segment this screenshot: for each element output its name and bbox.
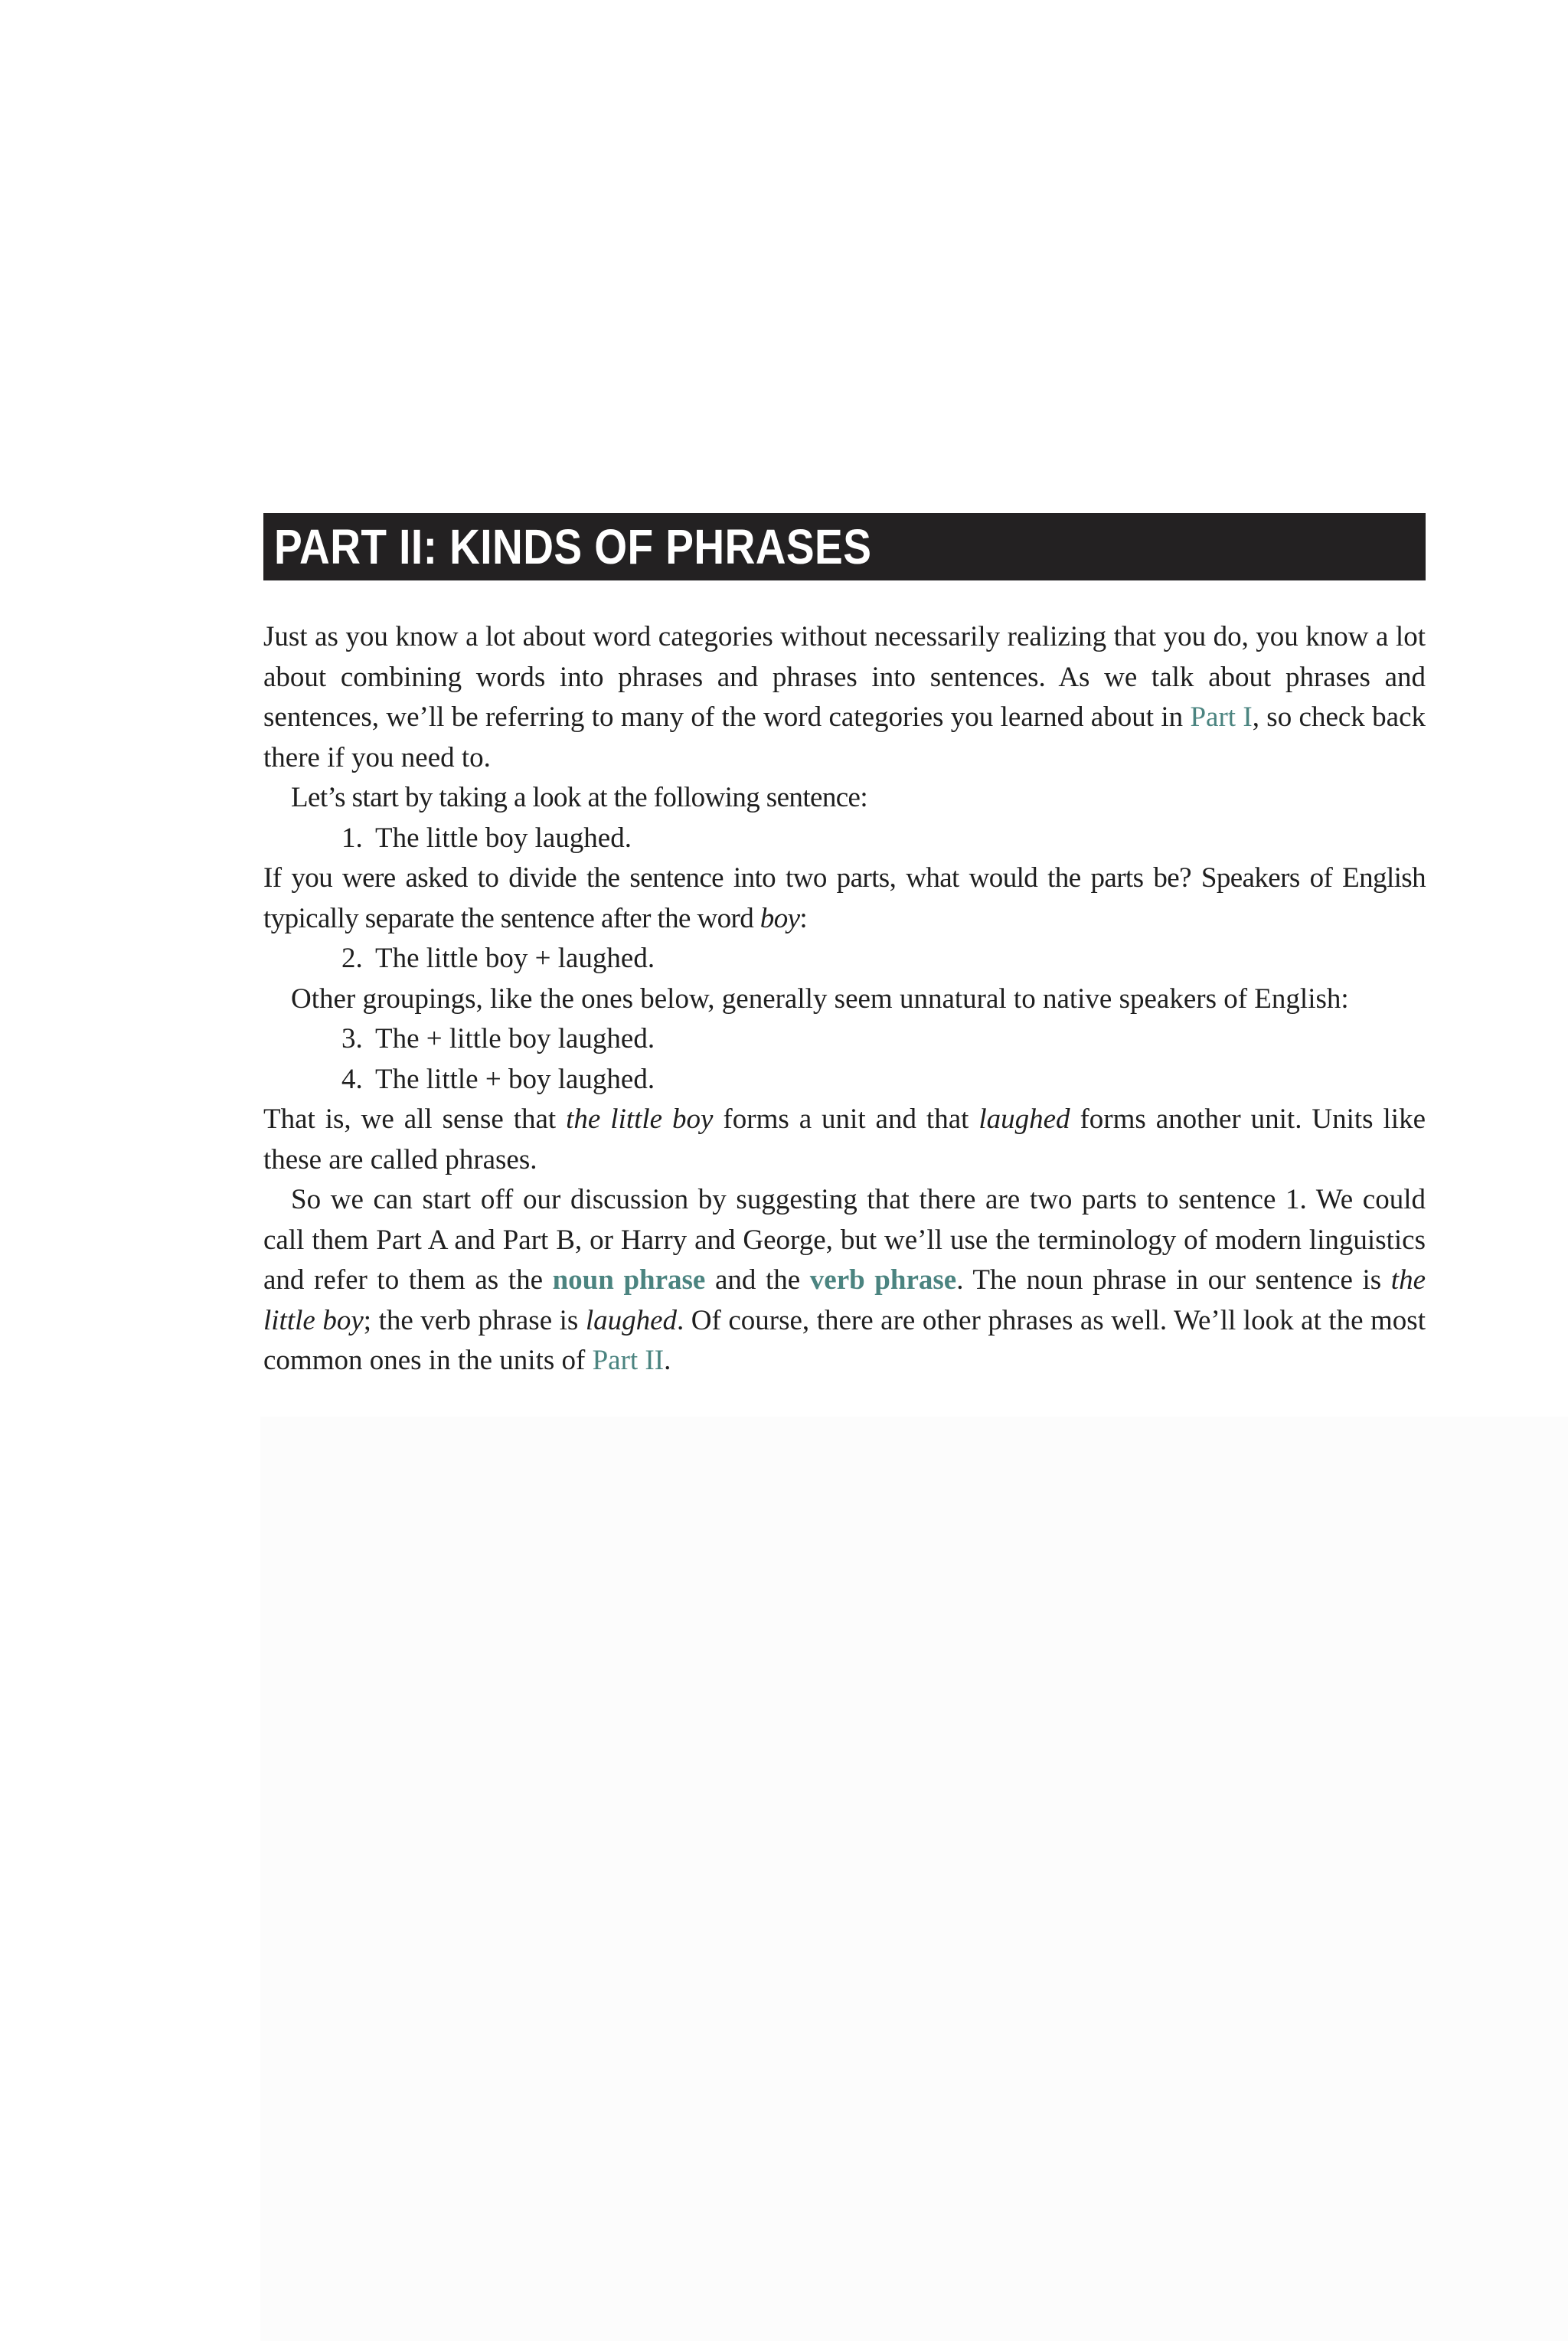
part-heading: PART II: KINDS OF PHRASES (274, 519, 872, 574)
example-number: 2. (341, 943, 363, 974)
example-3 (263, 1019, 1426, 1060)
link-part-i[interactable]: Part I (1190, 701, 1253, 733)
paragraph-other-groupings: Other groupings, like the ones below, generally seem unnatural to native speakers of English: (291, 983, 1349, 1015)
link-part-ii[interactable]: Part II (592, 1345, 665, 1376)
term-noun-phrase: noun phrase (552, 1264, 706, 1296)
example-number: 1. (341, 822, 363, 854)
example-2 (263, 939, 1426, 979)
example-text: The + little boy laughed. (375, 1023, 655, 1054)
body-text (263, 617, 1426, 1381)
example-text: The little boy + laughed. (375, 943, 655, 974)
page-content (263, 513, 1426, 1381)
paragraph-lets-start: Let’s start by taking a look at the following sentence: (291, 782, 868, 813)
paragraph-intro: Just as you know a lot about word categories without necessarily realizing that you do, you know a lot about combining words into phrases and phrases into sentences. As we talk about phrases and sentences, we’ll be referring to many of the word categories you learned about in Part I, so check back there if you need to. (263, 621, 1426, 773)
example-number: 4. (341, 1063, 363, 1095)
page-background-tint (260, 1417, 1568, 2341)
part-heading-bar (263, 513, 1426, 580)
paragraph-discussion: So we can start off our discussion by suggesting that there are two parts to sentence 1. We could call them Part A and Part B, or Harry and George, but we’ll use the terminology of modern linguistics and refer to them as the noun phrase and the verb phrase. The noun phrase in our sentence is the little boy; the verb phrase is laughed. Of course, there are other phrases as well. We’ll look at the most common ones in the units of Part II. (263, 1184, 1426, 1376)
paragraph-units: That is, we all sense that the little boy forms a unit and that laughed forms another unit. Units like these are called phrases. (263, 1103, 1426, 1175)
example-1 (263, 819, 1426, 859)
example-4 (263, 1060, 1426, 1100)
term-verb-phrase: verb phrase (809, 1264, 957, 1296)
example-number: 3. (341, 1023, 363, 1054)
example-text: The little boy laughed. (375, 822, 632, 854)
example-text: The little + boy laughed. (375, 1063, 655, 1095)
paragraph-divide: If you were asked to divide the sentence into two parts, what would the parts be? Speakers of English typically separate the sentence after the word boy: (263, 862, 1426, 934)
